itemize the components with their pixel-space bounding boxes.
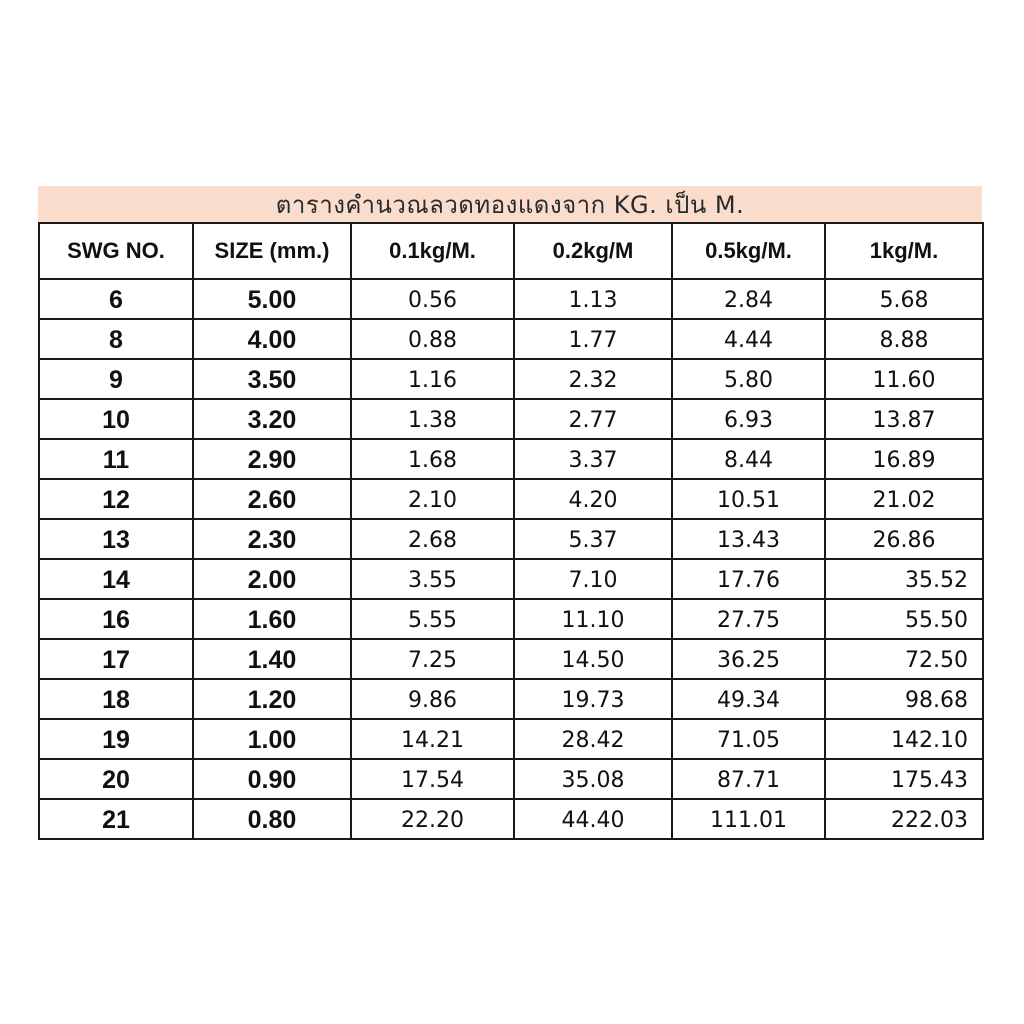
- header-0-5kg: 0.5kg/M.: [672, 223, 825, 279]
- size-cell: 1.60: [193, 599, 351, 639]
- table-row: [39, 759, 983, 799]
- value-0-2kg-cell: 5.37: [514, 519, 672, 559]
- table-row: [39, 559, 983, 599]
- swg-cell: 11: [39, 439, 193, 479]
- value-0-1kg-cell: 1.16: [351, 359, 514, 399]
- value-0-2kg-cell: 28.42: [514, 719, 672, 759]
- value-0-2kg-cell: 44.40: [514, 799, 672, 839]
- swg-cell: 8: [39, 319, 193, 359]
- size-cell: 1.40: [193, 639, 351, 679]
- value-1kg-cell: 13.87: [825, 399, 983, 439]
- value-0-1kg-cell: 22.20: [351, 799, 514, 839]
- table-row: [39, 319, 983, 359]
- size-cell: 0.90: [193, 759, 351, 799]
- size-cell: 1.20: [193, 679, 351, 719]
- value-0-2kg-cell: 7.10: [514, 559, 672, 599]
- value-0-2kg-cell: 35.08: [514, 759, 672, 799]
- value-1kg-cell: 8.88: [825, 319, 983, 359]
- size-cell: 3.50: [193, 359, 351, 399]
- value-1kg-cell: 175.43: [825, 759, 983, 799]
- header-0-2kg: 0.2kg/M: [514, 223, 672, 279]
- value-0-5kg-cell: 111.01: [672, 799, 825, 839]
- value-1kg-cell: 142.10: [825, 719, 983, 759]
- swg-cell: 13: [39, 519, 193, 559]
- value-1kg-cell: 21.02: [825, 479, 983, 519]
- value-0-1kg-cell: 14.21: [351, 719, 514, 759]
- value-1kg-cell: 26.86: [825, 519, 983, 559]
- size-cell: 0.80: [193, 799, 351, 839]
- value-0-1kg-cell: 0.88: [351, 319, 514, 359]
- size-cell: 2.30: [193, 519, 351, 559]
- value-0-2kg-cell: 11.10: [514, 599, 672, 639]
- value-0-2kg-cell: 4.20: [514, 479, 672, 519]
- value-0-2kg-cell: 14.50: [514, 639, 672, 679]
- size-cell: 4.00: [193, 319, 351, 359]
- value-1kg-cell: 5.68: [825, 279, 983, 319]
- size-cell: 2.60: [193, 479, 351, 519]
- table-row: [39, 599, 983, 639]
- table-row: [39, 479, 983, 519]
- value-0-5kg-cell: 8.44: [672, 439, 825, 479]
- header-swg-no: SWG NO.: [39, 223, 193, 279]
- swg-cell: 12: [39, 479, 193, 519]
- table-row: [39, 639, 983, 679]
- table-row: [39, 439, 983, 479]
- value-0-2kg-cell: 1.77: [514, 319, 672, 359]
- value-1kg-cell: 35.52: [825, 559, 983, 599]
- swg-cell: 10: [39, 399, 193, 439]
- value-1kg-cell: 11.60: [825, 359, 983, 399]
- table-row: [39, 279, 983, 319]
- header-1kg: 1kg/M.: [825, 223, 983, 279]
- swg-cell: 9: [39, 359, 193, 399]
- table-row: [39, 519, 983, 559]
- value-0-5kg-cell: 71.05: [672, 719, 825, 759]
- value-0-1kg-cell: 1.38: [351, 399, 514, 439]
- value-1kg-cell: 222.03: [825, 799, 983, 839]
- table-title: ตารางคำนวณลวดทองแดงจาก KG. เป็น M.: [38, 186, 982, 222]
- value-0-2kg-cell: 1.13: [514, 279, 672, 319]
- value-0-2kg-cell: 3.37: [514, 439, 672, 479]
- table-row: [39, 679, 983, 719]
- table-row: [39, 799, 983, 839]
- value-1kg-cell: 98.68: [825, 679, 983, 719]
- size-cell: 2.90: [193, 439, 351, 479]
- swg-cell: 20: [39, 759, 193, 799]
- table-row: [39, 399, 983, 439]
- value-1kg-cell: 72.50: [825, 639, 983, 679]
- value-0-1kg-cell: 2.10: [351, 479, 514, 519]
- value-0-5kg-cell: 6.93: [672, 399, 825, 439]
- value-0-5kg-cell: 36.25: [672, 639, 825, 679]
- value-0-5kg-cell: 13.43: [672, 519, 825, 559]
- value-0-1kg-cell: 3.55: [351, 559, 514, 599]
- value-0-5kg-cell: 2.84: [672, 279, 825, 319]
- swg-cell: 6: [39, 279, 193, 319]
- value-0-1kg-cell: 9.86: [351, 679, 514, 719]
- value-0-5kg-cell: 5.80: [672, 359, 825, 399]
- swg-cell: 19: [39, 719, 193, 759]
- value-1kg-cell: 55.50: [825, 599, 983, 639]
- table-row: [39, 359, 983, 399]
- size-cell: 2.00: [193, 559, 351, 599]
- table-row: [39, 719, 983, 759]
- header-size: SIZE (mm.): [193, 223, 351, 279]
- value-0-5kg-cell: 27.75: [672, 599, 825, 639]
- value-0-5kg-cell: 87.71: [672, 759, 825, 799]
- header-0-1kg: 0.1kg/M.: [351, 223, 514, 279]
- swg-cell: 17: [39, 639, 193, 679]
- swg-cell: 14: [39, 559, 193, 599]
- copper-wire-table: [38, 222, 984, 840]
- value-0-2kg-cell: 2.32: [514, 359, 672, 399]
- value-0-5kg-cell: 49.34: [672, 679, 825, 719]
- value-0-1kg-cell: 5.55: [351, 599, 514, 639]
- value-0-1kg-cell: 0.56: [351, 279, 514, 319]
- header-row: [39, 223, 983, 279]
- value-0-1kg-cell: 7.25: [351, 639, 514, 679]
- value-0-2kg-cell: 2.77: [514, 399, 672, 439]
- value-0-1kg-cell: 1.68: [351, 439, 514, 479]
- value-0-5kg-cell: 4.44: [672, 319, 825, 359]
- value-1kg-cell: 16.89: [825, 439, 983, 479]
- size-cell: 5.00: [193, 279, 351, 319]
- value-0-5kg-cell: 10.51: [672, 479, 825, 519]
- swg-cell: 21: [39, 799, 193, 839]
- size-cell: 1.00: [193, 719, 351, 759]
- size-cell: 3.20: [193, 399, 351, 439]
- value-0-2kg-cell: 19.73: [514, 679, 672, 719]
- swg-cell: 18: [39, 679, 193, 719]
- value-0-5kg-cell: 17.76: [672, 559, 825, 599]
- value-0-1kg-cell: 2.68: [351, 519, 514, 559]
- value-0-1kg-cell: 17.54: [351, 759, 514, 799]
- swg-cell: 16: [39, 599, 193, 639]
- copper-wire-sheet: [38, 186, 982, 840]
